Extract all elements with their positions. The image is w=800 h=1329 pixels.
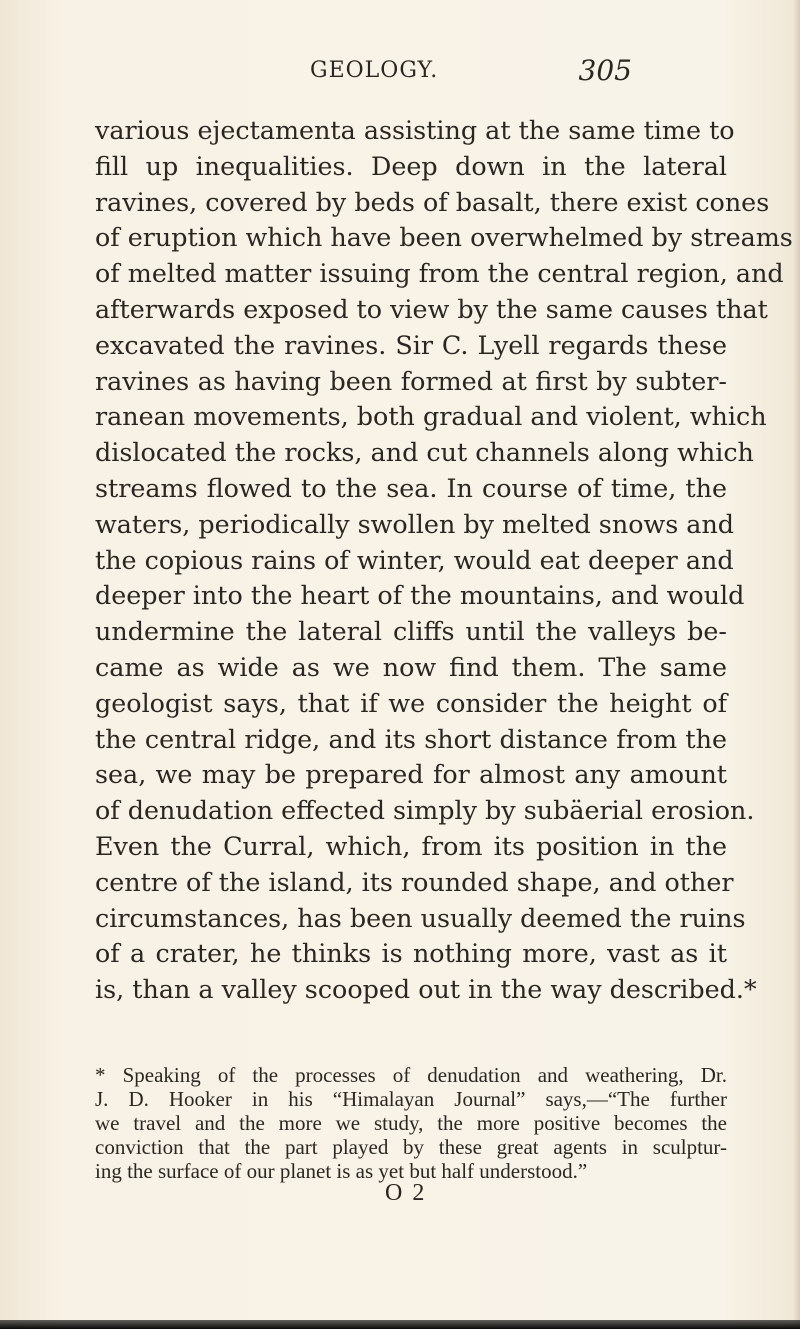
footnote-line: we travel and the more we study, the more positive becomes the	[95, 1111, 727, 1135]
text-line: ravines, covered by beds of basalt, there exist cones	[95, 186, 770, 217]
text-line: ranean movements, both gradual and violent, which	[95, 401, 767, 432]
signature-mark: O 2	[385, 1180, 427, 1206]
text-line: circumstances, has been usually deemed the ruins	[95, 902, 746, 933]
text-line: the copious rains of winter, would eat deeper and	[95, 544, 734, 575]
footnote-line: conviction that the part played by these great agents in sculptur-	[95, 1135, 727, 1159]
footnote-line: J. D. Hooker in his “Himalayan Journal” says,—“The further	[95, 1087, 727, 1111]
text-line: deeper into the heart of the mountains, and would	[95, 580, 745, 611]
text-line: centre of the island, its rounded shape, and other	[95, 866, 734, 897]
text-line: dislocated the rocks, and cut channels along which	[95, 437, 754, 468]
text-line: streams flowed to the sea. In course of time, the	[95, 472, 727, 503]
text-line: of a crater, he thinks is nothing more, vast as it	[95, 938, 727, 969]
footnote-line: ing the surface of our planet is as yet but half understood.”	[95, 1159, 588, 1183]
text-line: fill up inequalities. Deep down in the lateral	[95, 150, 727, 181]
text-line: undermine the lateral cliffs until the valleys be-	[95, 616, 727, 647]
bottom-page-edge	[0, 1320, 800, 1329]
text-line: is, than a valley scooped out in the way described.*	[95, 974, 757, 1005]
text-line: of eruption which have been overwhelmed by streams	[95, 222, 793, 253]
text-line: of denudation effected simply by subäerial erosion.	[95, 795, 755, 826]
text-line: waters, periodically swollen by melted snows and	[95, 508, 735, 539]
text-line: the central ridge, and its short distance from the	[95, 723, 727, 754]
text-line: various ejectamenta assisting at the same time to	[95, 115, 735, 145]
text-line: came as wide as we now find them. The same	[95, 651, 727, 682]
text-line: sea, we may be prepared for almost any amount	[95, 759, 727, 790]
text-line: Even the Curral, which, from its position in the	[95, 830, 727, 861]
text-line: ravines as having been formed at first by subter-	[95, 365, 727, 396]
running-head: GEOLOGY.	[310, 58, 439, 83]
text-line: excavated the ravines. Sir C. Lyell regards these	[95, 329, 727, 360]
footnote-line: * Speaking of the processes of denudation and weathering, Dr.	[95, 1063, 727, 1087]
main-text-block	[95, 113, 793, 1008]
page-number: 305	[578, 54, 632, 87]
text-line: afterwards exposed to view by the same causes that	[95, 293, 768, 324]
text-line: of melted matter issuing from the central region, and	[95, 258, 784, 289]
page-header	[0, 54, 800, 98]
text-line: geologist says, that if we consider the height of	[95, 687, 727, 718]
footnote	[95, 1063, 727, 1183]
page-edge-shadow	[793, 0, 800, 1329]
